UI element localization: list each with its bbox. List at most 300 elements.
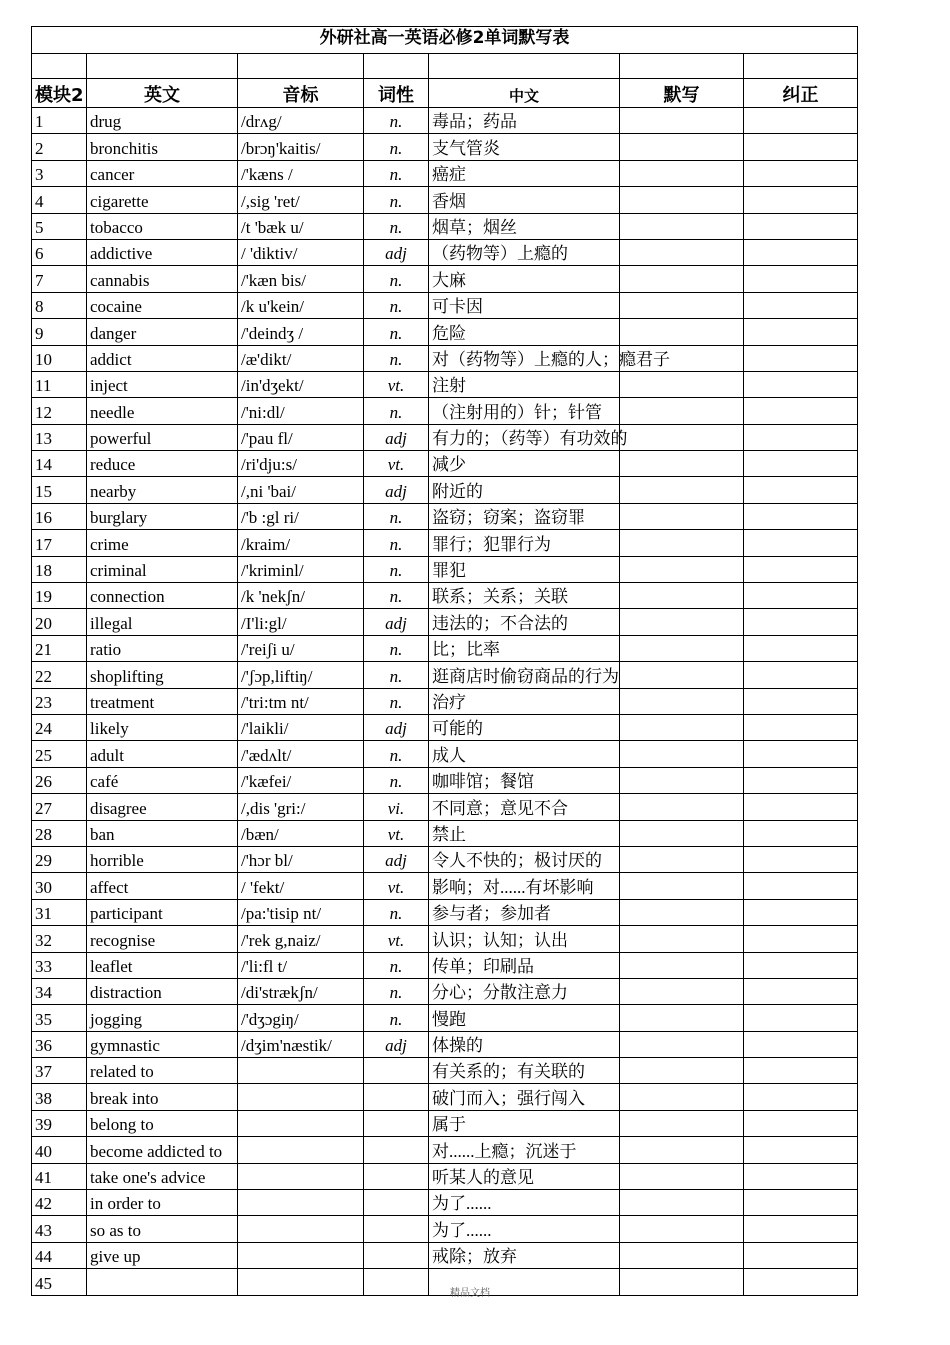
dictation-cell[interactable] [620, 794, 744, 820]
chinese-meaning: 支气管炎 [429, 134, 620, 160]
dictation-cell[interactable] [620, 477, 744, 503]
row-number: 7 [32, 266, 87, 292]
table-row [32, 371, 858, 397]
dictation-cell[interactable] [620, 556, 744, 582]
phonetic: /'kæfei/ [238, 767, 364, 793]
dictation-cell[interactable] [620, 187, 744, 213]
english-word: break into [87, 1084, 238, 1110]
phonetic: /'tri:tm nt/ [238, 688, 364, 714]
table-row [32, 451, 858, 477]
english-word: recognise [87, 926, 238, 952]
table-row [32, 1005, 858, 1031]
chinese-meaning: 对......上瘾；沉迷于 [429, 1137, 620, 1163]
table-row [32, 741, 858, 767]
dictation-cell[interactable] [620, 609, 744, 635]
correction-cell[interactable] [744, 635, 858, 661]
table-row [32, 213, 858, 239]
dictation-cell[interactable] [620, 1242, 744, 1268]
table-row [32, 319, 858, 345]
phonetic: /'deindʒ / [238, 319, 364, 345]
english-word: addict [87, 345, 238, 371]
row-number: 35 [32, 1005, 87, 1031]
part-of-speech: n. [364, 556, 429, 582]
part-of-speech: adj [364, 714, 429, 740]
header-phonetic: 音标 [238, 79, 364, 108]
chinese-meaning: 禁止 [429, 820, 620, 846]
chinese-meaning: 慢跑 [429, 1005, 620, 1031]
english-word: ratio [87, 635, 238, 661]
phonetic: /'hɔr bl/ [238, 846, 364, 872]
phonetic [238, 1190, 364, 1216]
chinese-meaning: 破门而入；强行闯入 [429, 1084, 620, 1110]
table-row [32, 1163, 858, 1189]
correction-cell[interactable] [744, 345, 858, 371]
chinese-meaning: 癌症 [429, 160, 620, 186]
dictation-cell[interactable] [620, 424, 744, 450]
correction-cell[interactable] [744, 714, 858, 740]
dictation-cell[interactable] [620, 239, 744, 265]
chinese-meaning: 烟草；烟丝 [429, 213, 620, 239]
english-word: powerful [87, 424, 238, 450]
row-number: 23 [32, 688, 87, 714]
correction-cell[interactable] [744, 371, 858, 397]
dictation-cell[interactable] [620, 846, 744, 872]
table-row [32, 556, 858, 582]
correction-cell[interactable] [744, 1163, 858, 1189]
row-number: 6 [32, 239, 87, 265]
chinese-meaning: 传单；印刷品 [429, 952, 620, 978]
dictation-cell[interactable] [620, 741, 744, 767]
english-word: cocaine [87, 292, 238, 318]
correction-cell[interactable] [744, 899, 858, 925]
chinese-meaning: （药物等）上瘾的 [429, 239, 620, 265]
part-of-speech: vi. [364, 794, 429, 820]
phonetic [238, 1058, 364, 1084]
row-number: 12 [32, 398, 87, 424]
correction-cell[interactable] [744, 1190, 858, 1216]
row-number: 30 [32, 873, 87, 899]
phonetic: /k 'nekʃn/ [238, 583, 364, 609]
part-of-speech: n. [364, 108, 429, 134]
part-of-speech: vt. [364, 371, 429, 397]
correction-cell[interactable] [744, 187, 858, 213]
correction-cell[interactable] [744, 1137, 858, 1163]
chinese-meaning: 危险 [429, 319, 620, 345]
english-word: distraction [87, 978, 238, 1004]
english-word: take one's advice [87, 1163, 238, 1189]
part-of-speech [364, 1269, 429, 1295]
phonetic: /'rek g,naiz/ [238, 926, 364, 952]
row-number: 16 [32, 503, 87, 529]
chinese-meaning: 大麻 [429, 266, 620, 292]
dictation-cell[interactable] [620, 1163, 744, 1189]
part-of-speech: n. [364, 952, 429, 978]
table-row [32, 424, 858, 450]
english-word: reduce [87, 451, 238, 477]
row-number: 18 [32, 556, 87, 582]
table-row [32, 820, 858, 846]
english-word: café [87, 767, 238, 793]
header-row [32, 79, 858, 108]
part-of-speech: vt. [364, 451, 429, 477]
phonetic: /'pau fl/ [238, 424, 364, 450]
correction-cell[interactable] [744, 952, 858, 978]
chinese-meaning: 香烟 [429, 187, 620, 213]
phonetic [238, 1137, 364, 1163]
dictation-cell[interactable] [620, 1005, 744, 1031]
part-of-speech [364, 1242, 429, 1268]
row-number: 43 [32, 1216, 87, 1242]
chinese-meaning: 有关系的；有关联的 [429, 1058, 620, 1084]
table-row [32, 1058, 858, 1084]
dictation-cell[interactable] [620, 1031, 744, 1057]
vocabulary-table [31, 26, 858, 1296]
row-number: 17 [32, 530, 87, 556]
phonetic: /,sig 'ret/ [238, 187, 364, 213]
english-word: leaflet [87, 952, 238, 978]
dictation-cell[interactable] [620, 1084, 744, 1110]
dictation-cell[interactable] [620, 266, 744, 292]
row-number: 13 [32, 424, 87, 450]
part-of-speech [364, 1084, 429, 1110]
phonetic: / 'diktiv/ [238, 239, 364, 265]
correction-cell[interactable] [744, 319, 858, 345]
english-word: ban [87, 820, 238, 846]
dictation-cell[interactable] [620, 662, 744, 688]
correction-cell[interactable] [744, 530, 858, 556]
correction-cell[interactable] [744, 477, 858, 503]
dictation-cell[interactable] [620, 873, 744, 899]
correction-cell[interactable] [744, 134, 858, 160]
row-number: 2 [32, 134, 87, 160]
phonetic [238, 1216, 364, 1242]
table-row [32, 767, 858, 793]
correction-cell[interactable] [744, 926, 858, 952]
english-word: burglary [87, 503, 238, 529]
phonetic [238, 1110, 364, 1136]
phonetic [238, 1163, 364, 1189]
row-number: 10 [32, 345, 87, 371]
phonetic: /æ'dikt/ [238, 345, 364, 371]
phonetic: /dʒim'næstik/ [238, 1031, 364, 1057]
dictation-cell[interactable] [620, 398, 744, 424]
dictation-cell[interactable] [620, 714, 744, 740]
dictation-cell[interactable] [620, 319, 744, 345]
dictation-cell[interactable] [620, 1216, 744, 1242]
dictation-cell[interactable] [620, 899, 744, 925]
correction-cell[interactable] [744, 1005, 858, 1031]
english-word: disagree [87, 794, 238, 820]
correction-cell[interactable] [744, 794, 858, 820]
row-number: 9 [32, 319, 87, 345]
part-of-speech: vt. [364, 873, 429, 899]
english-word [87, 1269, 238, 1295]
phonetic: /drʌg/ [238, 108, 364, 134]
row-number: 36 [32, 1031, 87, 1057]
dictation-cell[interactable] [620, 371, 744, 397]
dictation-cell[interactable] [620, 1110, 744, 1136]
part-of-speech: n. [364, 345, 429, 371]
part-of-speech: n. [364, 583, 429, 609]
correction-cell[interactable] [744, 1058, 858, 1084]
part-of-speech [364, 1190, 429, 1216]
table-row [32, 846, 858, 872]
part-of-speech: n. [364, 767, 429, 793]
row-number: 3 [32, 160, 87, 186]
part-of-speech [364, 1110, 429, 1136]
phonetic: /'ni:dl/ [238, 398, 364, 424]
table-row [32, 1110, 858, 1136]
dictation-cell[interactable] [620, 451, 744, 477]
correction-cell[interactable] [744, 239, 858, 265]
chinese-meaning: 可能的 [429, 714, 620, 740]
correction-cell[interactable] [744, 556, 858, 582]
row-number: 37 [32, 1058, 87, 1084]
dictation-cell[interactable] [620, 292, 744, 318]
row-number: 1 [32, 108, 87, 134]
correction-cell[interactable] [744, 266, 858, 292]
part-of-speech: n. [364, 503, 429, 529]
dictation-cell[interactable] [620, 583, 744, 609]
dictation-cell[interactable] [620, 1269, 744, 1295]
phonetic: /bæn/ [238, 820, 364, 846]
part-of-speech: n. [364, 398, 429, 424]
chinese-meaning: 成人 [429, 741, 620, 767]
row-number: 4 [32, 187, 87, 213]
chinese-meaning: 注射 [429, 371, 620, 397]
correction-cell[interactable] [744, 609, 858, 635]
chinese-meaning: 分心；分散注意力 [429, 978, 620, 1004]
chinese-meaning: 罪犯 [429, 556, 620, 582]
table-row [32, 398, 858, 424]
phonetic: /in'dʒekt/ [238, 371, 364, 397]
part-of-speech: adj [364, 424, 429, 450]
correction-cell[interactable] [744, 583, 858, 609]
correction-cell[interactable] [744, 978, 858, 1004]
dictation-cell[interactable] [620, 503, 744, 529]
dictation-cell[interactable] [620, 134, 744, 160]
phonetic: /'kæn bis/ [238, 266, 364, 292]
chinese-meaning: 逛商店时偷窃商品的行为 [429, 662, 620, 688]
correction-cell[interactable] [744, 213, 858, 239]
row-number: 20 [32, 609, 87, 635]
row-number: 34 [32, 978, 87, 1004]
chinese-meaning: 认识；认知；认出 [429, 926, 620, 952]
english-word: drug [87, 108, 238, 134]
dictation-cell[interactable] [620, 688, 744, 714]
header-dictation: 默写 [620, 79, 744, 108]
dictation-cell[interactable] [620, 213, 744, 239]
table-row [32, 1216, 858, 1242]
phonetic: /'b :gl ri/ [238, 503, 364, 529]
table-row [32, 794, 858, 820]
dictation-cell[interactable] [620, 820, 744, 846]
row-number: 45 [32, 1269, 87, 1295]
correction-cell[interactable] [744, 873, 858, 899]
chinese-meaning: 不同意；意见不合 [429, 794, 620, 820]
table-row [32, 688, 858, 714]
chinese-meaning: 联系；关系；关联 [429, 583, 620, 609]
phonetic: /pa:'tisip nt/ [238, 899, 364, 925]
correction-cell[interactable] [744, 1031, 858, 1057]
dictation-cell[interactable] [620, 1190, 744, 1216]
phonetic: /,ni 'bai/ [238, 477, 364, 503]
dictation-cell[interactable] [620, 978, 744, 1004]
table-row [32, 134, 858, 160]
row-number: 11 [32, 371, 87, 397]
row-number: 39 [32, 1110, 87, 1136]
phonetic: /'kæns / [238, 160, 364, 186]
dictation-cell[interactable] [620, 767, 744, 793]
table-row [32, 1190, 858, 1216]
row-number: 22 [32, 662, 87, 688]
correction-cell[interactable] [744, 451, 858, 477]
english-word: needle [87, 398, 238, 424]
phonetic: /k u'kein/ [238, 292, 364, 318]
english-word: likely [87, 714, 238, 740]
table-row [32, 714, 858, 740]
chinese-meaning: 令人不快的；极讨厌的 [429, 846, 620, 872]
correction-cell[interactable] [744, 398, 858, 424]
correction-cell[interactable] [744, 1269, 858, 1295]
part-of-speech [364, 1058, 429, 1084]
part-of-speech: n. [364, 266, 429, 292]
correction-cell[interactable] [744, 503, 858, 529]
english-word: related to [87, 1058, 238, 1084]
dictation-cell[interactable] [620, 160, 744, 186]
dictation-cell[interactable] [620, 1058, 744, 1084]
correction-cell[interactable] [744, 662, 858, 688]
english-word: become addicted to [87, 1137, 238, 1163]
dictation-cell[interactable] [620, 108, 744, 134]
dictation-cell[interactable] [620, 1137, 744, 1163]
table-row [32, 1137, 858, 1163]
chinese-meaning: 毒品；药品 [429, 108, 620, 134]
table-row [32, 1031, 858, 1057]
row-number: 26 [32, 767, 87, 793]
english-word: bronchitis [87, 134, 238, 160]
phonetic: /'ædʌlt/ [238, 741, 364, 767]
phonetic: /'li:fl t/ [238, 952, 364, 978]
part-of-speech: n. [364, 688, 429, 714]
correction-cell[interactable] [744, 846, 858, 872]
header-correction: 纠正 [744, 79, 858, 108]
table-row [32, 1269, 858, 1295]
phonetic: /'laikli/ [238, 714, 364, 740]
chinese-meaning: 戒除；放弃 [429, 1242, 620, 1268]
table-row [32, 1084, 858, 1110]
english-word: criminal [87, 556, 238, 582]
table-row [32, 583, 858, 609]
english-word: belong to [87, 1110, 238, 1136]
dictation-cell[interactable] [620, 952, 744, 978]
sheet-title: 外研社高一英语必修2单词默写表 [32, 27, 858, 54]
row-number: 14 [32, 451, 87, 477]
phonetic: / 'fekt/ [238, 873, 364, 899]
english-word: gymnastic [87, 1031, 238, 1057]
english-word: danger [87, 319, 238, 345]
table-row [32, 530, 858, 556]
part-of-speech: n. [364, 1005, 429, 1031]
table-row [32, 926, 858, 952]
row-number: 44 [32, 1242, 87, 1268]
chinese-meaning: 体操的 [429, 1031, 620, 1057]
english-word: treatment [87, 688, 238, 714]
table-row [32, 952, 858, 978]
row-number: 33 [32, 952, 87, 978]
part-of-speech [364, 1137, 429, 1163]
chinese-meaning: 为了...... [429, 1190, 620, 1216]
correction-cell[interactable] [744, 160, 858, 186]
dictation-cell[interactable] [620, 635, 744, 661]
english-word: in order to [87, 1190, 238, 1216]
phonetic: /brɔŋ'kaitis/ [238, 134, 364, 160]
dictation-cell[interactable] [620, 926, 744, 952]
chinese-meaning: 罪行；犯罪行为 [429, 530, 620, 556]
correction-cell[interactable] [744, 767, 858, 793]
chinese-meaning: 比；比率 [429, 635, 620, 661]
part-of-speech: vt. [364, 820, 429, 846]
row-number: 38 [32, 1084, 87, 1110]
phonetic: /'ʃɔp,liftiŋ/ [238, 662, 364, 688]
correction-cell[interactable] [744, 424, 858, 450]
row-number: 21 [32, 635, 87, 661]
part-of-speech: n. [364, 187, 429, 213]
header-english: 英文 [87, 79, 238, 108]
english-word: connection [87, 583, 238, 609]
table-row [32, 662, 858, 688]
phonetic: /kraim/ [238, 530, 364, 556]
correction-cell[interactable] [744, 1084, 858, 1110]
phonetic: /'dʒɔgiŋ/ [238, 1005, 364, 1031]
phonetic: /t 'bæk u/ [238, 213, 364, 239]
row-number: 24 [32, 714, 87, 740]
correction-cell[interactable] [744, 688, 858, 714]
table-row [32, 635, 858, 661]
correction-cell[interactable] [744, 741, 858, 767]
header-chinese: 中文 [429, 79, 620, 108]
part-of-speech: n. [364, 978, 429, 1004]
row-number: 5 [32, 213, 87, 239]
chinese-meaning: 为了...... [429, 1216, 620, 1242]
correction-cell[interactable] [744, 292, 858, 318]
row-number: 31 [32, 899, 87, 925]
correction-cell[interactable] [744, 108, 858, 134]
chinese-meaning: （注射用的）针；针管 [429, 398, 620, 424]
row-number: 29 [32, 846, 87, 872]
english-word: shoplifting [87, 662, 238, 688]
correction-cell[interactable] [744, 1110, 858, 1136]
correction-cell[interactable] [744, 1242, 858, 1268]
part-of-speech: adj [364, 239, 429, 265]
chinese-meaning: 参与者；参加者 [429, 899, 620, 925]
row-number: 41 [32, 1163, 87, 1189]
chinese-meaning: 对（药物等）上瘾的人；瘾君子 [429, 345, 620, 371]
part-of-speech: n. [364, 213, 429, 239]
english-word: tobacco [87, 213, 238, 239]
table-row [32, 239, 858, 265]
dictation-cell[interactable] [620, 530, 744, 556]
part-of-speech: n. [364, 530, 429, 556]
part-of-speech [364, 1163, 429, 1189]
part-of-speech: n. [364, 319, 429, 345]
table-row [32, 292, 858, 318]
correction-cell[interactable] [744, 1216, 858, 1242]
chinese-meaning: 听某人的意见 [429, 1163, 620, 1189]
blank-row [32, 54, 858, 79]
english-word: adult [87, 741, 238, 767]
correction-cell[interactable] [744, 820, 858, 846]
